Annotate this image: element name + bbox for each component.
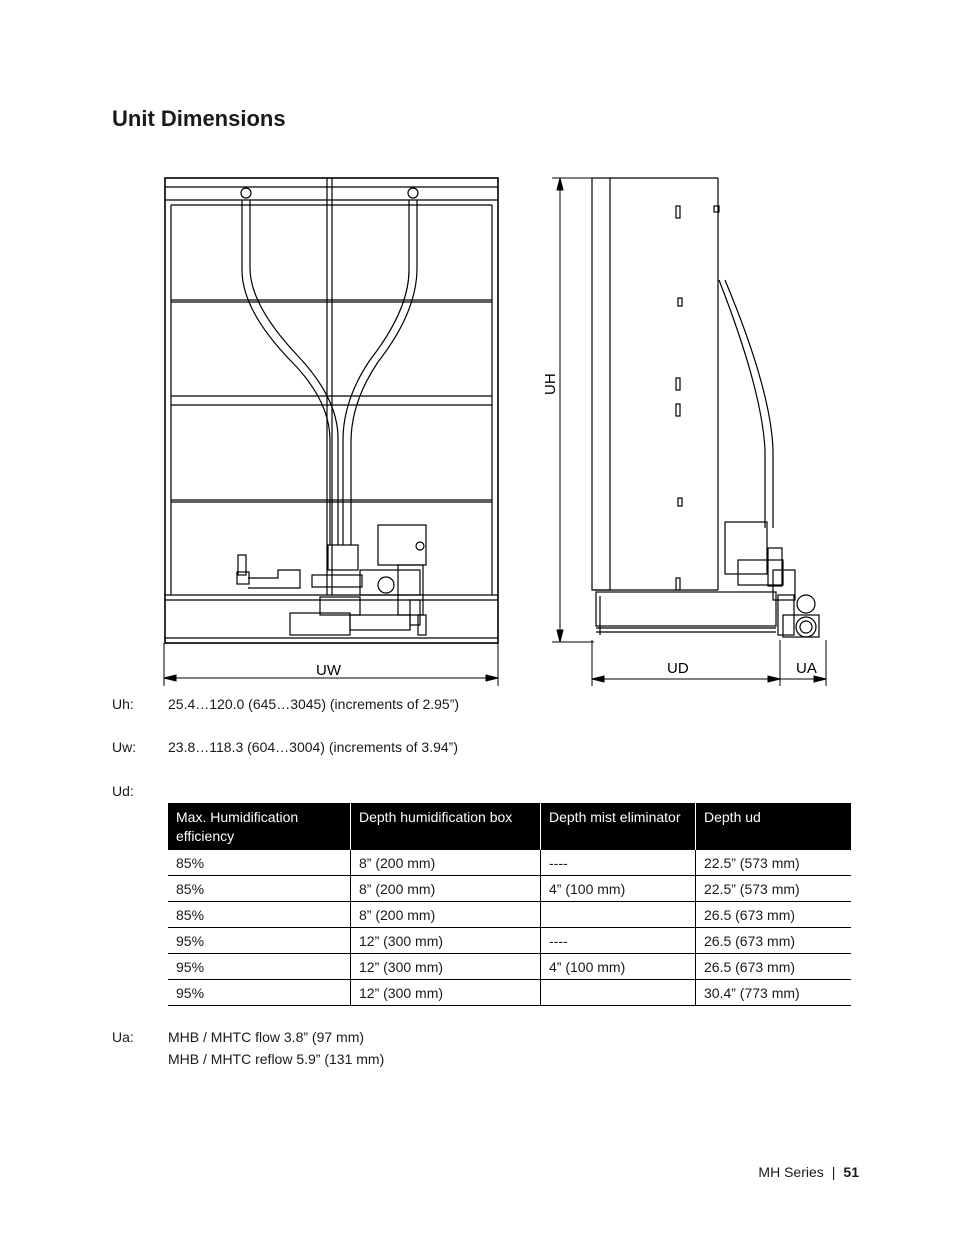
- uw-label: UW: [316, 662, 341, 679]
- table-cell: 8” (200 mm): [351, 850, 541, 876]
- ud-label: UD: [667, 660, 689, 677]
- side-view-drawing: [592, 178, 819, 637]
- table-header-row: [168, 803, 851, 850]
- table-cell: 22.5” (573 mm): [696, 876, 852, 902]
- table-cell: [541, 902, 696, 928]
- uh-spec-label: Uh:: [112, 696, 134, 712]
- depth-table: [168, 803, 851, 1006]
- table-cell: 12” (300 mm): [351, 980, 541, 1006]
- table-row: [168, 850, 851, 876]
- table-cell: 85%: [168, 902, 351, 928]
- page-title: Unit Dimensions: [112, 106, 286, 131]
- table-cell: 8” (200 mm): [351, 902, 541, 928]
- page-number: 51: [843, 1164, 859, 1180]
- table-cell: 4” (100 mm): [541, 954, 696, 980]
- ua-label: UA: [796, 660, 817, 677]
- column-header: Max. Humidification efficiency: [168, 803, 351, 850]
- table-cell: 26.5 (673 mm): [696, 902, 852, 928]
- table-row: [168, 902, 851, 928]
- table-cell: ----: [541, 928, 696, 954]
- uw-spec-label: Uw:: [112, 739, 137, 755]
- column-header: Depth mist eliminator: [541, 803, 696, 850]
- table-cell: 8” (200 mm): [351, 876, 541, 902]
- table-cell: 4” (100 mm): [541, 876, 696, 902]
- table-row: [168, 876, 851, 902]
- table-row: [168, 954, 851, 980]
- front-view-drawing: [165, 178, 498, 643]
- table-cell: 95%: [168, 928, 351, 954]
- table-cell: 12” (300 mm): [351, 954, 541, 980]
- table-cell: 30.4” (773 mm): [696, 980, 852, 1006]
- table-cell: [541, 980, 696, 1006]
- ua-spec-label: Ua:: [112, 1029, 134, 1045]
- column-header: Depth humidification box: [351, 803, 541, 850]
- page-footer: [758, 1164, 859, 1180]
- table-row: [168, 928, 851, 954]
- uh-dimension-line: [552, 178, 594, 642]
- table-cell: 26.5 (673 mm): [696, 928, 852, 954]
- table-cell: 12” (300 mm): [351, 928, 541, 954]
- uh-spec-value: 25.4…120.0 (645…3045) (increments of 2.95”): [168, 696, 460, 712]
- table-cell: ----: [541, 850, 696, 876]
- table-cell: 95%: [168, 954, 351, 980]
- ua-spec-line-2: MHB / MHTC reflow 5.9” (131 mm): [168, 1051, 385, 1067]
- footer-series: MH Series: [758, 1164, 824, 1180]
- table-cell: 22.5” (573 mm): [696, 850, 852, 876]
- table-cell: 26.5 (673 mm): [696, 954, 852, 980]
- table-row: [168, 980, 851, 1006]
- column-header: Depth ud: [696, 803, 852, 850]
- uw-spec-value: 23.8…118.3 (604…3004) (increments of 3.94”): [168, 739, 459, 755]
- table-cell: 85%: [168, 876, 351, 902]
- table-cell: 95%: [168, 980, 351, 1006]
- ud-spec-label: Ud:: [112, 783, 134, 799]
- uh-label: UH: [542, 373, 559, 395]
- footer-separator: |: [831, 1164, 836, 1180]
- table-cell: 85%: [168, 850, 351, 876]
- ua-spec-line-1: MHB / MHTC flow 3.8” (97 mm): [168, 1029, 365, 1045]
- unit-dimensions-drawing: [160, 168, 840, 688]
